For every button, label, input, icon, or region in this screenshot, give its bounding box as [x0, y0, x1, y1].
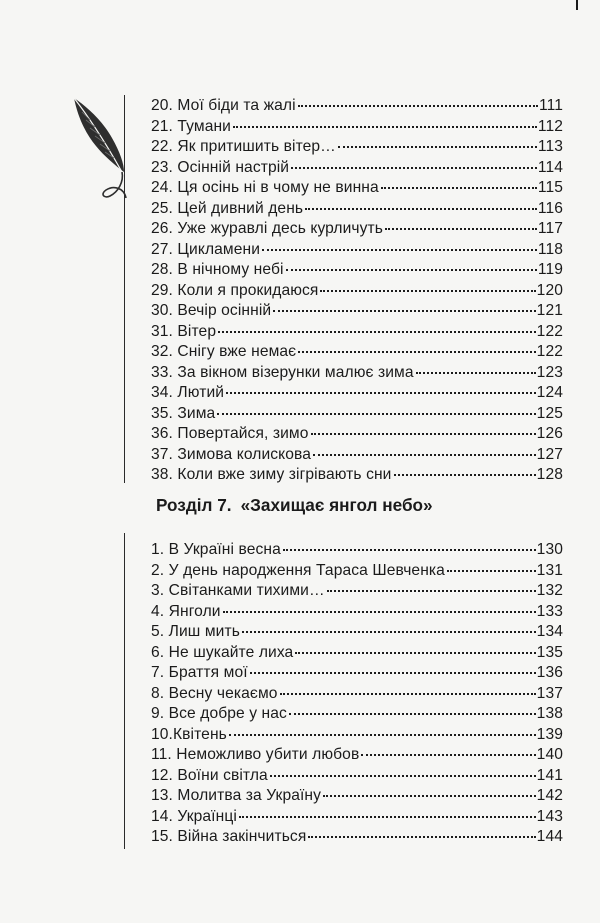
toc-page-number: 136: [536, 664, 563, 681]
toc-dot-leader: [361, 738, 535, 756]
toc-entry-title: 6. Не шукайте лиха: [151, 643, 294, 661]
toc-entry-title: 8. Весну чекаємо: [151, 684, 278, 702]
toc-dot-leader: [323, 779, 536, 797]
toc-dot-leader: [313, 438, 536, 456]
vertical-rule-bottom: [124, 533, 125, 849]
toc-page-number: 134: [536, 623, 563, 640]
toc-dot-leader: [226, 376, 536, 394]
page-edge-mark: [576, 0, 578, 10]
toc-dot-leader: [280, 677, 536, 695]
toc-entry-title: 12. Воїни світла: [151, 766, 268, 784]
toc-dot-leader: [298, 335, 535, 353]
toc-dot-leader: [283, 533, 536, 551]
toc-dot-leader: [447, 554, 536, 572]
toc-dot-leader: [218, 315, 536, 333]
toc-page-number: 114: [537, 158, 563, 176]
toc-page-number: 142: [536, 787, 563, 804]
toc-page-number: 118: [537, 240, 563, 258]
toc-page-number: 138: [536, 705, 563, 722]
toc-dot-leader: [394, 458, 536, 476]
toc-entry-title: 2. У день народження Тараса Шевченка: [151, 561, 445, 579]
toc-page-number: 116: [537, 199, 563, 217]
toc-page-number: 128: [536, 466, 563, 483]
toc-entry-title: 33. За вікном візерунки малює зима: [151, 363, 414, 381]
toc-dot-leader: [311, 417, 536, 435]
toc-entry-title: 32. Снігу вже немає: [151, 343, 297, 360]
toc-dot-leader: [242, 615, 536, 633]
toc-list-section-7: [151, 536, 563, 844]
section-heading: [156, 495, 433, 516]
vertical-rule-top: [124, 95, 125, 483]
toc-page-number: 124: [536, 384, 563, 401]
toc-page-number: 139: [536, 725, 563, 743]
toc-entry-title: 10.Квітень: [151, 725, 227, 743]
toc-entry-title: 36. Повертайся, зимо: [151, 425, 309, 442]
toc-dot-leader: [217, 397, 535, 415]
toc-page-number: 121: [536, 302, 563, 319]
toc-dot-leader: [273, 294, 535, 312]
toc-entry-title: 3. Світанками тихими…: [151, 582, 325, 599]
toc-dot-leader: [289, 697, 536, 715]
toc-page-number: 119: [537, 261, 563, 278]
toc-page-number: 130: [536, 541, 563, 558]
toc-dot-leader: [385, 212, 537, 230]
toc-dot-leader: [233, 110, 537, 128]
toc-page-number: 131: [536, 561, 563, 579]
toc-dot-leader: [286, 253, 537, 271]
toc-entry-title: 14. Українці: [151, 807, 237, 825]
toc-page-number: 140: [536, 746, 563, 763]
toc-page-number: 143: [536, 807, 563, 825]
toc-dot-leader: [223, 595, 536, 613]
toc-entry-title: 21. Тумани: [151, 117, 231, 135]
toc-page-number: 120: [536, 281, 563, 299]
toc-entry-title: 7. Браття мої: [151, 664, 248, 681]
toc-dot-leader: [291, 151, 537, 169]
toc-entry-title: 28. В нічному небі: [151, 261, 284, 278]
toc-entry-title: 24. Ця осінь ні в чому не винна: [151, 179, 379, 196]
toc-dot-leader: [270, 759, 536, 777]
toc-page-number: 126: [536, 425, 563, 442]
toc-entry-title: 1. В Україні весна: [151, 541, 281, 558]
toc-dot-leader: [229, 718, 536, 736]
toc-dot-leader: [239, 800, 536, 818]
toc-entry-title: 15. Війна закінчиться: [151, 828, 307, 845]
toc-page-number: 125: [536, 404, 563, 422]
toc-dot-leader: [320, 274, 535, 292]
toc-dot-leader: [298, 89, 538, 107]
toc-page-number: 137: [536, 684, 563, 702]
toc-entry-title: 26. Уже журавлі десь курличуть: [151, 220, 384, 237]
toc-page-number: 127: [536, 445, 563, 463]
toc-entry-title: 29. Коли я прокидаюся: [151, 281, 319, 299]
quill-feather-icon: [68, 92, 138, 202]
toc-entry-title: 13. Молитва за Україну: [151, 787, 322, 804]
toc-dot-leader: [305, 192, 537, 210]
section-label: Розділ 7.: [156, 495, 232, 515]
toc-page-number: 141: [536, 766, 563, 784]
toc-dot-leader: [327, 574, 536, 592]
toc-page-number: 111: [538, 97, 563, 114]
toc-entry-title: 27. Цикламени: [151, 240, 261, 258]
toc-page-number: 122: [536, 343, 563, 360]
toc-entry-title: 25. Цей дивний день: [151, 199, 304, 217]
toc-entry-title: 30. Вечір осінній: [151, 302, 272, 319]
toc-dot-leader: [381, 171, 537, 189]
toc-page-number: 112: [537, 117, 563, 135]
toc-page-number: 132: [536, 582, 563, 599]
toc-list-part-a: [151, 92, 563, 482]
toc-page-number: 123: [536, 363, 563, 381]
toc-page-number: 113: [537, 138, 563, 155]
toc-entry-title: 34. Лютий: [151, 384, 225, 401]
toc-entry-title: 31. Вітер: [151, 322, 217, 340]
toc-entry-title: 9. Все добре у нас: [151, 705, 287, 722]
toc-dot-leader: [308, 820, 535, 838]
toc-page-number: 135: [536, 643, 563, 661]
section-title: «Захищає янгол небо»: [240, 495, 433, 515]
toc-entry-title: 37. Зимова колискова: [151, 445, 312, 463]
toc-page-number: 144: [536, 828, 563, 845]
toc-page-number: 117: [537, 220, 563, 237]
toc-entry-title: 20. Мої біди та жалі: [151, 97, 296, 114]
toc-entry: [151, 823, 563, 844]
toc-entry-title: 4. Янголи: [151, 602, 221, 620]
toc-entry-title: 38. Коли вже зиму зігрівають сни: [151, 466, 392, 483]
toc-dot-leader: [338, 130, 537, 148]
toc-dot-leader: [416, 356, 536, 374]
toc-dot-leader: [295, 636, 535, 654]
toc-dot-leader: [262, 233, 537, 251]
toc-entry-title: 22. Як притишить вітер…: [151, 138, 336, 155]
toc-dot-leader: [250, 656, 536, 674]
toc-entry-title: 23. Осінній настрій: [151, 158, 290, 176]
toc-entry-title: 11. Неможливо убити любов: [151, 746, 360, 763]
toc-entry-title: 5. Лиш мить: [151, 623, 240, 640]
toc-page-number: 115: [537, 179, 563, 196]
toc-page-number: 133: [536, 602, 563, 620]
toc-page-number: 122: [536, 322, 563, 340]
toc-entry-title: 35. Зима: [151, 404, 216, 422]
toc-entry: [151, 461, 563, 482]
